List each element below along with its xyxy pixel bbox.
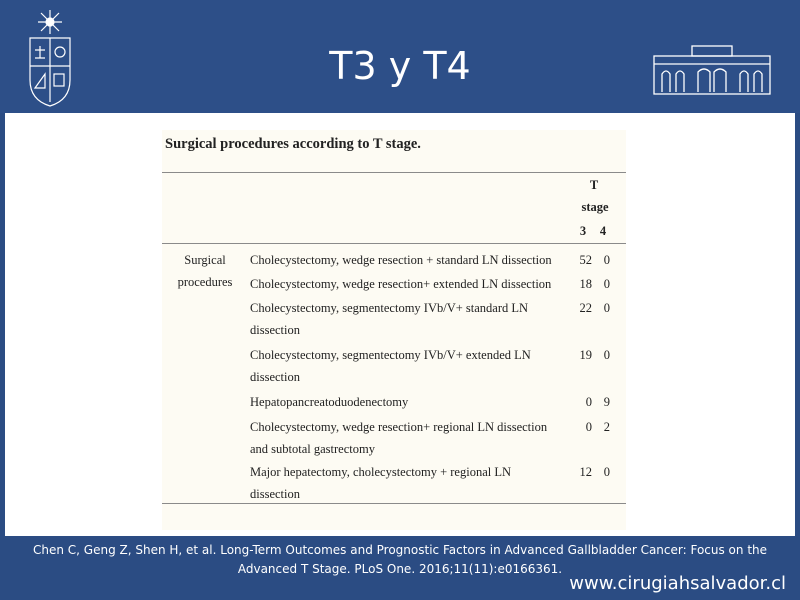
procedure-name-continued: dissection xyxy=(250,487,300,501)
table-row xyxy=(250,344,570,388)
column-header-t3: 3 xyxy=(579,224,587,238)
column-header-t4: 4 xyxy=(599,224,607,238)
t3-value: 19 xyxy=(579,348,592,362)
table-rule-mid xyxy=(162,243,626,244)
procedure-name: Hepatopancreatoduodenectomy xyxy=(250,395,409,409)
procedure-name: Cholecystectomy, segmentectomy IVb/V+ extended LN xyxy=(250,348,531,362)
t4-value: 0 xyxy=(603,277,610,291)
t4-value: 0 xyxy=(603,253,610,267)
procedure-name: Cholecystectomy, wedge resection + standard LN dissection xyxy=(250,253,552,267)
table-row xyxy=(250,391,570,413)
table-rule-top xyxy=(162,172,626,173)
row-group-label xyxy=(162,249,248,293)
t3-value: 22 xyxy=(579,301,592,315)
table-row xyxy=(250,273,570,295)
procedure-name-continued: dissection xyxy=(250,370,300,384)
column-group-subheader: stage xyxy=(581,200,609,214)
t3-value: 18 xyxy=(579,277,592,291)
surgical-procedures-table xyxy=(162,130,626,530)
t4-value: 0 xyxy=(603,465,610,479)
table-caption: Surgical procedures according to T stage. xyxy=(165,136,421,152)
slide-header xyxy=(0,0,800,113)
procedure-name: Major hepatectomy, cholecystectomy + regional LN xyxy=(250,465,512,479)
hospital-building-icon xyxy=(652,42,772,96)
row-group-label-line1: Surgical xyxy=(184,253,226,267)
t3-value: 0 xyxy=(585,395,592,409)
table-row xyxy=(250,461,570,505)
t3-value: 52 xyxy=(579,253,592,267)
website-url: www.cirugiahsalvador.cl xyxy=(569,573,786,594)
t4-value: 9 xyxy=(603,395,610,409)
t4-value: 2 xyxy=(603,420,610,434)
table-row xyxy=(250,297,570,341)
citation-line1: Chen C, Geng Z, Shen H, et al. Long-Term Outcomes and Prognostic Factors in Advanced Gallbladder Cancer: Focus on the xyxy=(32,543,768,557)
table-rule-bottom xyxy=(162,503,626,504)
row-group-label-line2: procedures xyxy=(177,275,233,289)
procedure-name: Cholecystectomy, segmentectomy IVb/V+ standard LN xyxy=(250,301,529,315)
t4-value: 0 xyxy=(603,301,610,315)
citation-line2: Advanced T Stage. PLoS One. 2016;11(11):e0166361. xyxy=(237,562,563,576)
table-row xyxy=(250,249,570,271)
column-group-header: T xyxy=(589,178,599,192)
t4-value: 0 xyxy=(603,348,610,362)
procedure-name-continued: dissection xyxy=(250,323,300,337)
table-row xyxy=(250,416,570,460)
t3-value: 0 xyxy=(585,420,592,434)
procedure-name: Cholecystectomy, wedge resection+ regional LN dissection xyxy=(250,420,548,434)
t3-value: 12 xyxy=(579,465,592,479)
slide-title: T3 y T4 xyxy=(329,44,471,88)
procedure-name-continued: and subtotal gastrectomy xyxy=(250,442,375,456)
procedure-name: Cholecystectomy, wedge resection+ extended LN dissection xyxy=(250,277,552,291)
